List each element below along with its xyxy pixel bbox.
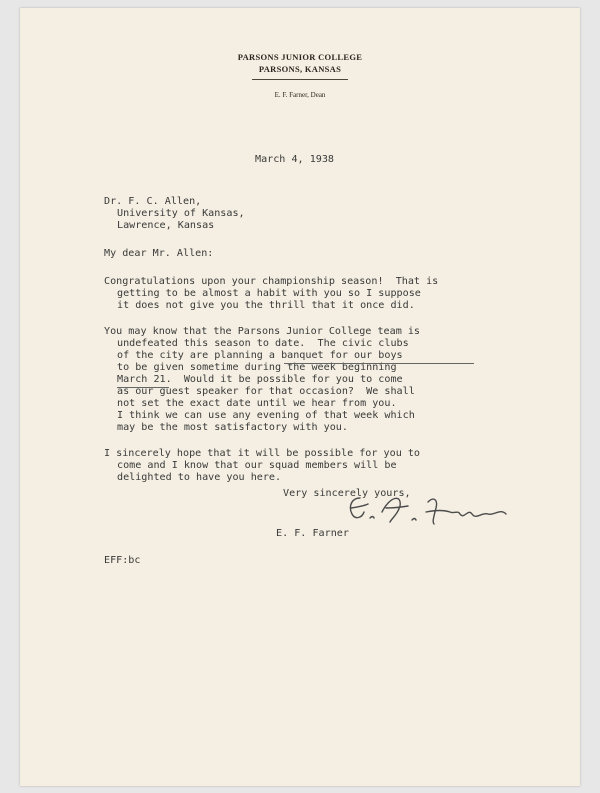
paragraph-3-line: delighted to have you here. — [117, 472, 282, 483]
paragraph-2-line: undefeated this season to date. The civic clubs — [117, 338, 409, 349]
paragraph-2-line: may be the most satisfactory with you. — [117, 422, 348, 433]
paragraph-2-line: not set the exact date until we hear from you. — [117, 398, 397, 409]
closing: Very sincerely yours, — [283, 488, 411, 499]
paragraph-2-line: I think we can use any evening of that week which — [117, 410, 415, 421]
recipient-line: University of Kansas, — [117, 208, 245, 219]
paragraph-2-line: March 21. Would it be possible for you to come — [117, 374, 403, 385]
letter-page — [20, 8, 580, 786]
letterhead-college: PARSONS JUNIOR COLLEGE — [237, 52, 363, 62]
paragraph-2-line: You may know that the Parsons Junior College team is — [104, 326, 421, 337]
recipient-line: Lawrence, Kansas — [117, 220, 215, 231]
paragraph-2-line: as our guest speaker for that occasion? We shall — [117, 386, 415, 397]
paragraph-1-line: getting to be almost a habit with you so I suppose — [117, 288, 421, 299]
handwritten-signature — [342, 492, 532, 534]
paragraph-3-line: I sincerely hope that it will be possible for you to — [104, 448, 421, 459]
letterhead-city: PARSONS, KANSAS — [258, 64, 342, 74]
paragraph-2-line: of the city are planning a banquet for our boys — [117, 350, 403, 361]
typist-initials: EFF:bc — [104, 555, 141, 566]
underline-mark — [117, 387, 169, 388]
letterhead-dean: E. F. Farner, Dean — [274, 91, 326, 99]
paragraph-2-line: to be given sometime during the week beginning — [117, 362, 397, 373]
letter-date: March 4, 1938 — [255, 154, 335, 165]
paragraph-1-line: it does not give you the thrill that it once did. — [117, 300, 415, 311]
letterhead-rule — [252, 79, 348, 80]
signer-name: E. F. Farner — [276, 528, 349, 539]
recipient-line: Dr. F. C. Allen, — [104, 196, 202, 207]
paragraph-1-line: Congratulations upon your championship season! That is — [104, 276, 439, 287]
underline-mark — [284, 363, 474, 364]
salutation: My dear Mr. Allen: — [104, 248, 214, 259]
paragraph-3-line: come and I know that our squad members will be — [117, 460, 397, 471]
